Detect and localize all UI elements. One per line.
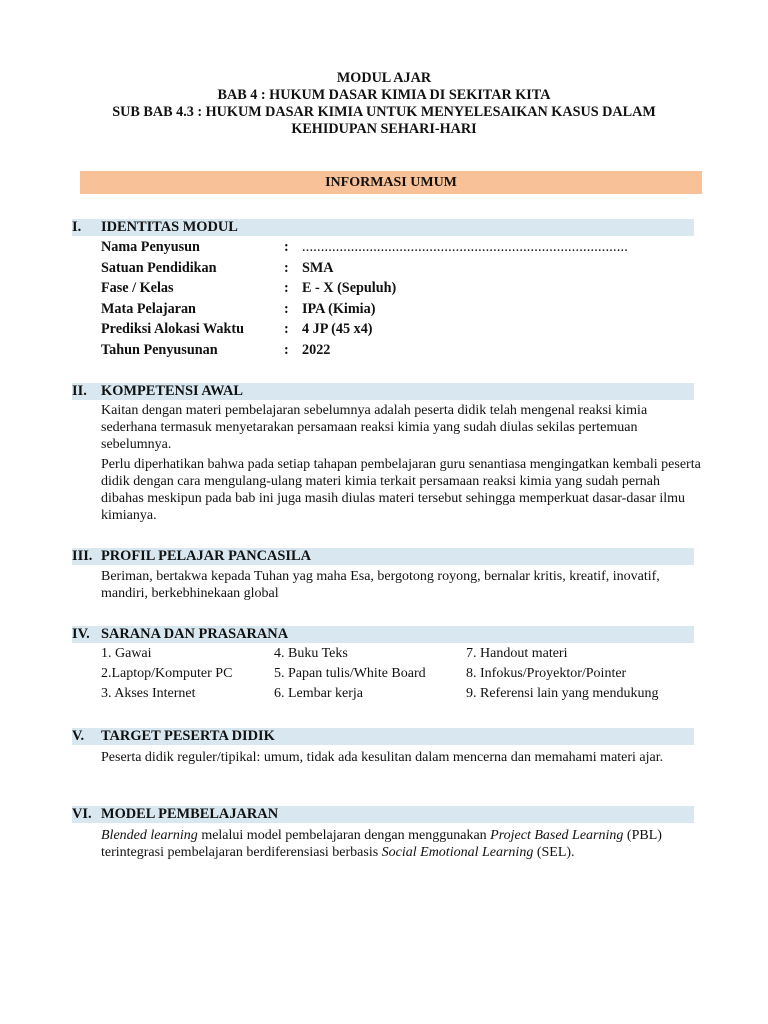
section-header (72, 383, 694, 400)
identity-value: E - X (Sepuluh) (302, 280, 397, 296)
section-header (72, 626, 694, 643)
section-target (72, 728, 702, 766)
section-header (72, 806, 694, 823)
identity-value: 2022 (302, 341, 331, 358)
identity-colon: : (284, 239, 289, 255)
identity-label: Satuan Pendidikan (101, 259, 217, 276)
section-number: II. (72, 383, 87, 399)
identity-value: SMA (302, 259, 334, 276)
section-title: PROFIL PELAJAR PANCASILA (101, 548, 312, 564)
paragraph: Perlu diperhatikan bahwa pada setiap tahapan pembelajaran guru senantiasa mengingatkan kembali peserta didik dengan cara mengulang-ulang materi kimia terkait persamaan reaksi kimia yang sudah pernah dibahas meskipun pada bab ini juga masih diulas materi tersebut sehingga memperkuat dasar-dasar ilmu kimianya. (101, 457, 701, 523)
section-number: III. (72, 548, 93, 564)
identity-label: Fase / Kelas (101, 280, 174, 296)
section-profil (72, 548, 702, 602)
section-model (72, 806, 702, 861)
list-item: 5. Papan tulis/White Board (274, 666, 426, 681)
section-banner: INFORMASI UMUM (80, 171, 702, 194)
identity-label: Prediksi Alokasi Waktu (101, 321, 244, 337)
identity-row (72, 319, 702, 340)
section-kompetensi (72, 383, 702, 524)
italic-term: Social Emotional Learning (381, 845, 534, 860)
text-run: (SEL). (533, 845, 575, 860)
identity-label: Mata Pelajaran (101, 300, 196, 317)
section-number: I. (72, 219, 82, 235)
identity-colon: : (284, 280, 289, 296)
identity-row (72, 237, 702, 258)
identity-value: 4 JP (45 x4) (302, 321, 373, 337)
identity-row (72, 278, 702, 299)
section-title: IDENTITAS MODUL (101, 219, 238, 235)
list-item: 9. Referensi lain yang mendukung (466, 686, 659, 701)
italic-term: Project Based Learning (490, 828, 624, 843)
paragraph: Kaitan dengan materi pembelajaran sebelumnya adalah peserta didik telah mengenal reaksi kimia sederhana termasuk menyetarakan persamaan reaksi kimia yang sudah diulas sekilas pertemuan sebelumnya. (101, 403, 648, 452)
identity-label: Tahun Penyusunan (101, 341, 218, 358)
tools-list (72, 643, 702, 705)
identity-colon: : (284, 341, 289, 358)
section-title: TARGET PESERTA DIDIK (101, 728, 275, 744)
section-identitas (72, 219, 702, 360)
text-run: (PBL) terintegrasi pembelajaran berdiferensiasi berbasis (101, 828, 662, 860)
section-number: VI. (72, 806, 92, 822)
section-sarana (72, 626, 702, 705)
italic-term: Blended learning (101, 828, 198, 843)
section-header (72, 219, 694, 236)
section-header (72, 728, 694, 745)
list-item: 3. Akses Internet (101, 686, 196, 701)
section-number: IV. (72, 626, 90, 642)
list-item: 4. Buku Teks (274, 646, 348, 661)
section-header (72, 548, 694, 565)
title-line-1: MODUL AJAR (336, 70, 432, 86)
section-title: KOMPETENSI AWAL (101, 383, 243, 399)
paragraph: Peserta didik reguler/tipikal: umum, tidak ada kesulitan dalam mencerna dan memahami materi ajar. (101, 750, 664, 765)
identity-row (72, 258, 702, 279)
title-line-4: KEHIDUPAN SEHARI-HARI (291, 121, 477, 137)
section-title: MODEL PEMBELAJARAN (101, 806, 279, 822)
list-item: 1. Gawai (101, 646, 152, 661)
list-item: 7. Handout materi (466, 646, 568, 661)
paragraph: Beriman, bertakwa kepada Tuhan yag maha Esa, bergotong royong, bernalar kritis, kreatif, inovatif, mandiri, berkebhinekaan global (101, 569, 660, 601)
identity-colon: : (284, 321, 289, 337)
title-line-3: SUB BAB 4.3 : HUKUM DASAR KIMIA UNTUK MENYELESAIKAN KASUS DALAM (112, 104, 656, 120)
identity-row (72, 299, 702, 320)
identity-label: Nama Penyusun (101, 239, 200, 255)
text-run: melalui model pembelajaran dengan menggunakan (197, 828, 491, 843)
title-line-2: BAB 4 : HUKUM DASAR KIMIA DI SEKITAR KITA (217, 87, 551, 103)
section-title: SARANA DAN PRASARANA (101, 626, 289, 642)
identity-value: IPA (Kimia) (302, 300, 376, 317)
identity-value: ....................................................................................... (302, 239, 628, 255)
list-item: 8. Infokus/Proyektor/Pointer (466, 666, 627, 681)
identity-colon: : (284, 259, 289, 276)
section-number: V. (72, 728, 85, 744)
list-item: 2.Laptop/Komputer PC (101, 666, 233, 681)
paragraph (101, 827, 701, 861)
document-title (0, 70, 768, 138)
identity-colon: : (284, 300, 289, 317)
identity-row (72, 340, 702, 361)
list-item: 6. Lembar kerja (274, 686, 364, 701)
